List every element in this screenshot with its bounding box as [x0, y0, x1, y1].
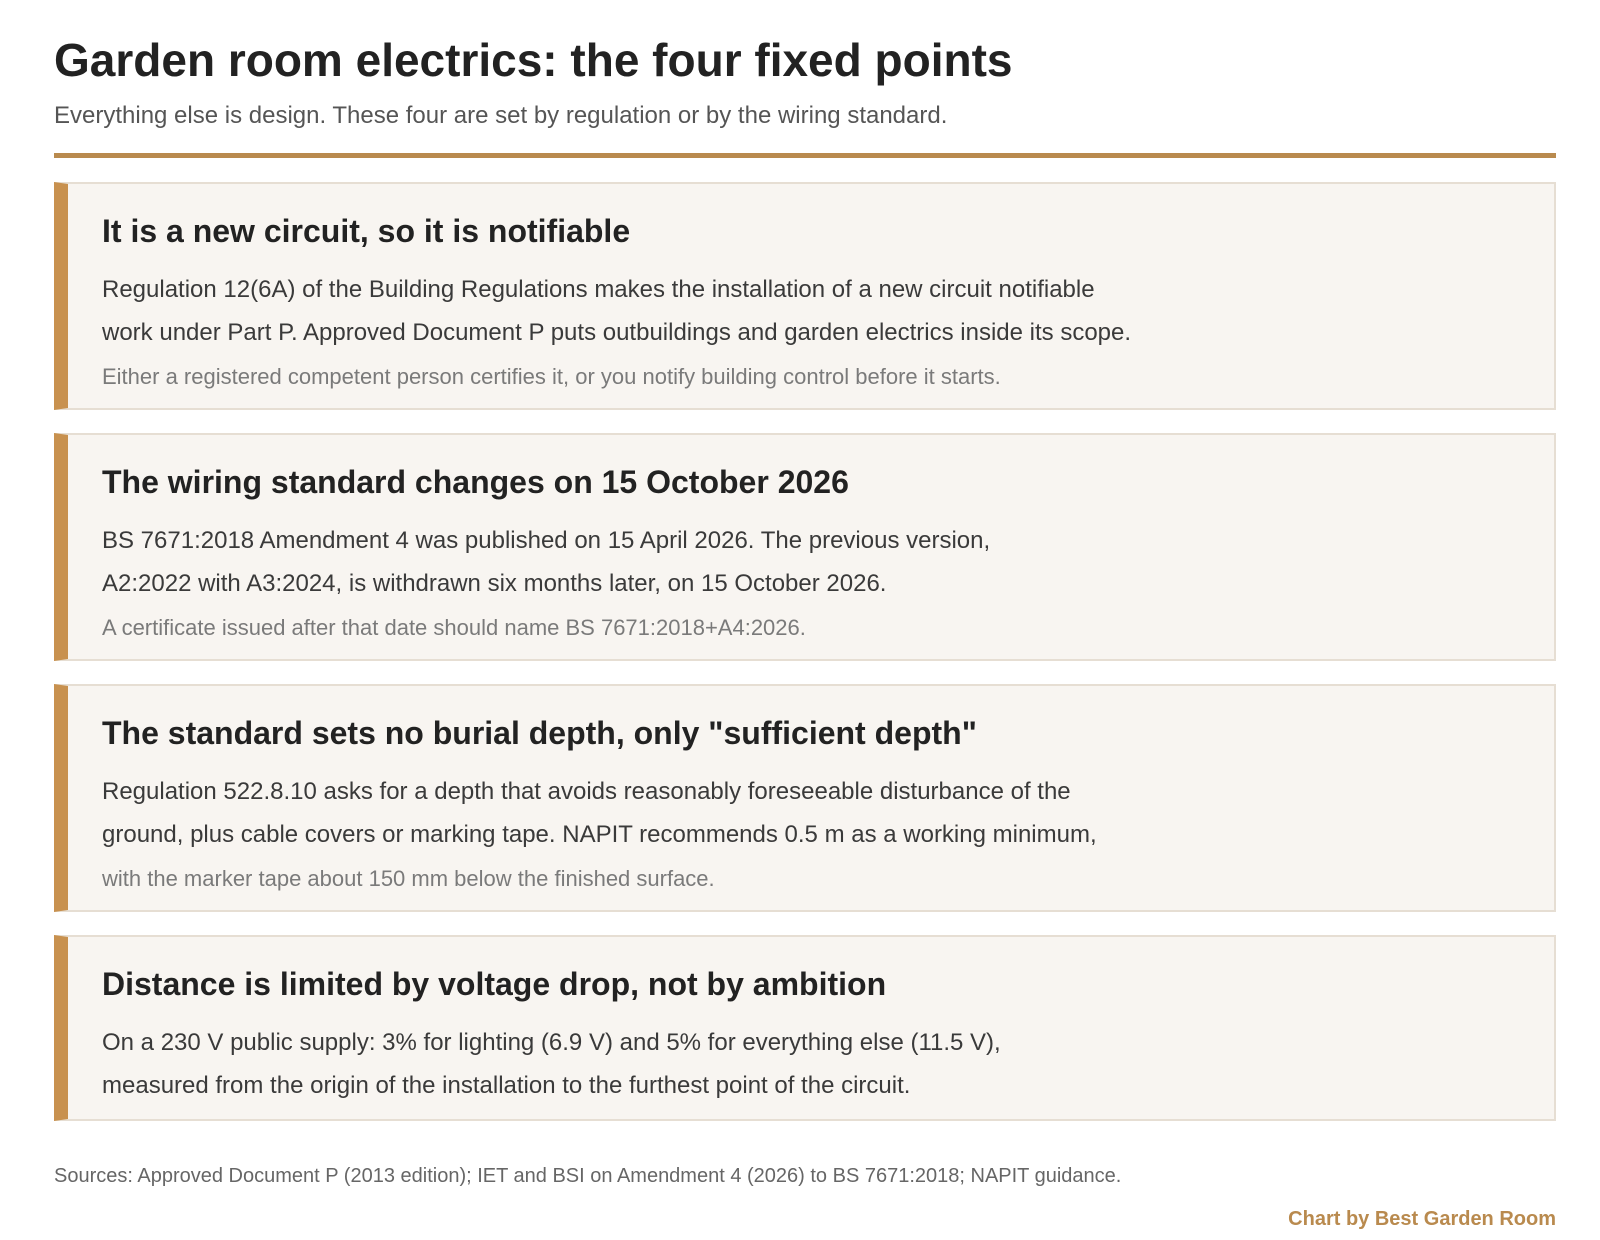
card-body-line: Regulation 12(6A) of the Building Regulations makes the installation of a new circuit notifiable: [102, 276, 1095, 303]
page-title: Garden room electrics: the four fixed points: [54, 34, 1013, 86]
card-note: with the marker tape about 150 mm below the finished surface.: [102, 866, 715, 891]
fact-card-wiring-standard: [54, 433, 1556, 661]
card-body-line: BS 7671:2018 Amendment 4 was published on 15 April 2026. The previous version,: [102, 527, 991, 554]
card-heading: The wiring standard changes on 15 October 2026: [102, 464, 849, 500]
fact-card-burial-depth: [54, 684, 1556, 912]
page-subtitle: Everything else is design. These four are set by regulation or by the wiring standard.: [54, 102, 948, 129]
card-body-line: Regulation 522.8.10 asks for a depth that avoids reasonably foreseeable disturbance of the: [102, 778, 1071, 805]
card-heading: The standard sets no burial depth, only "sufficient depth": [102, 715, 977, 751]
card-heading: Distance is limited by voltage drop, not by ambition: [102, 966, 887, 1002]
sources-note: Sources: Approved Document P (2013 edition); IET and BSI on Amendment 4 (2026) to BS 7671:2018; NAPIT guidance.: [54, 1165, 1122, 1187]
card-body-line: On a 230 V public supply: 3% for lighting (6.9 V) and 5% for everything else (11.5 V),: [102, 1029, 1001, 1056]
card-body-line: work under Part P. Approved Document P puts outbuildings and garden electrics inside its scope.: [102, 319, 1132, 346]
chart-credit: Chart by Best Garden Room: [1288, 1208, 1556, 1230]
card-heading: It is a new circuit, so it is notifiable: [102, 213, 631, 249]
card-body-line: measured from the origin of the installation to the furthest point of the circuit.: [102, 1072, 911, 1099]
card-note: A certificate issued after that date should name BS 7671:2018+A4:2026.: [102, 615, 806, 640]
card-body-line: A2:2022 with A3:2024, is withdrawn six months later, on 15 October 2026.: [102, 570, 887, 597]
header-divider: [54, 153, 1556, 158]
fact-card-notifiable: [54, 182, 1556, 410]
card-note: Either a registered competent person certifies it, or you notify building control before it starts.: [102, 364, 1001, 389]
card-body-line: ground, plus cable covers or marking tape. NAPIT recommends 0.5 m as a working minimum,: [102, 821, 1097, 848]
fact-card-voltage-drop: [54, 935, 1556, 1121]
